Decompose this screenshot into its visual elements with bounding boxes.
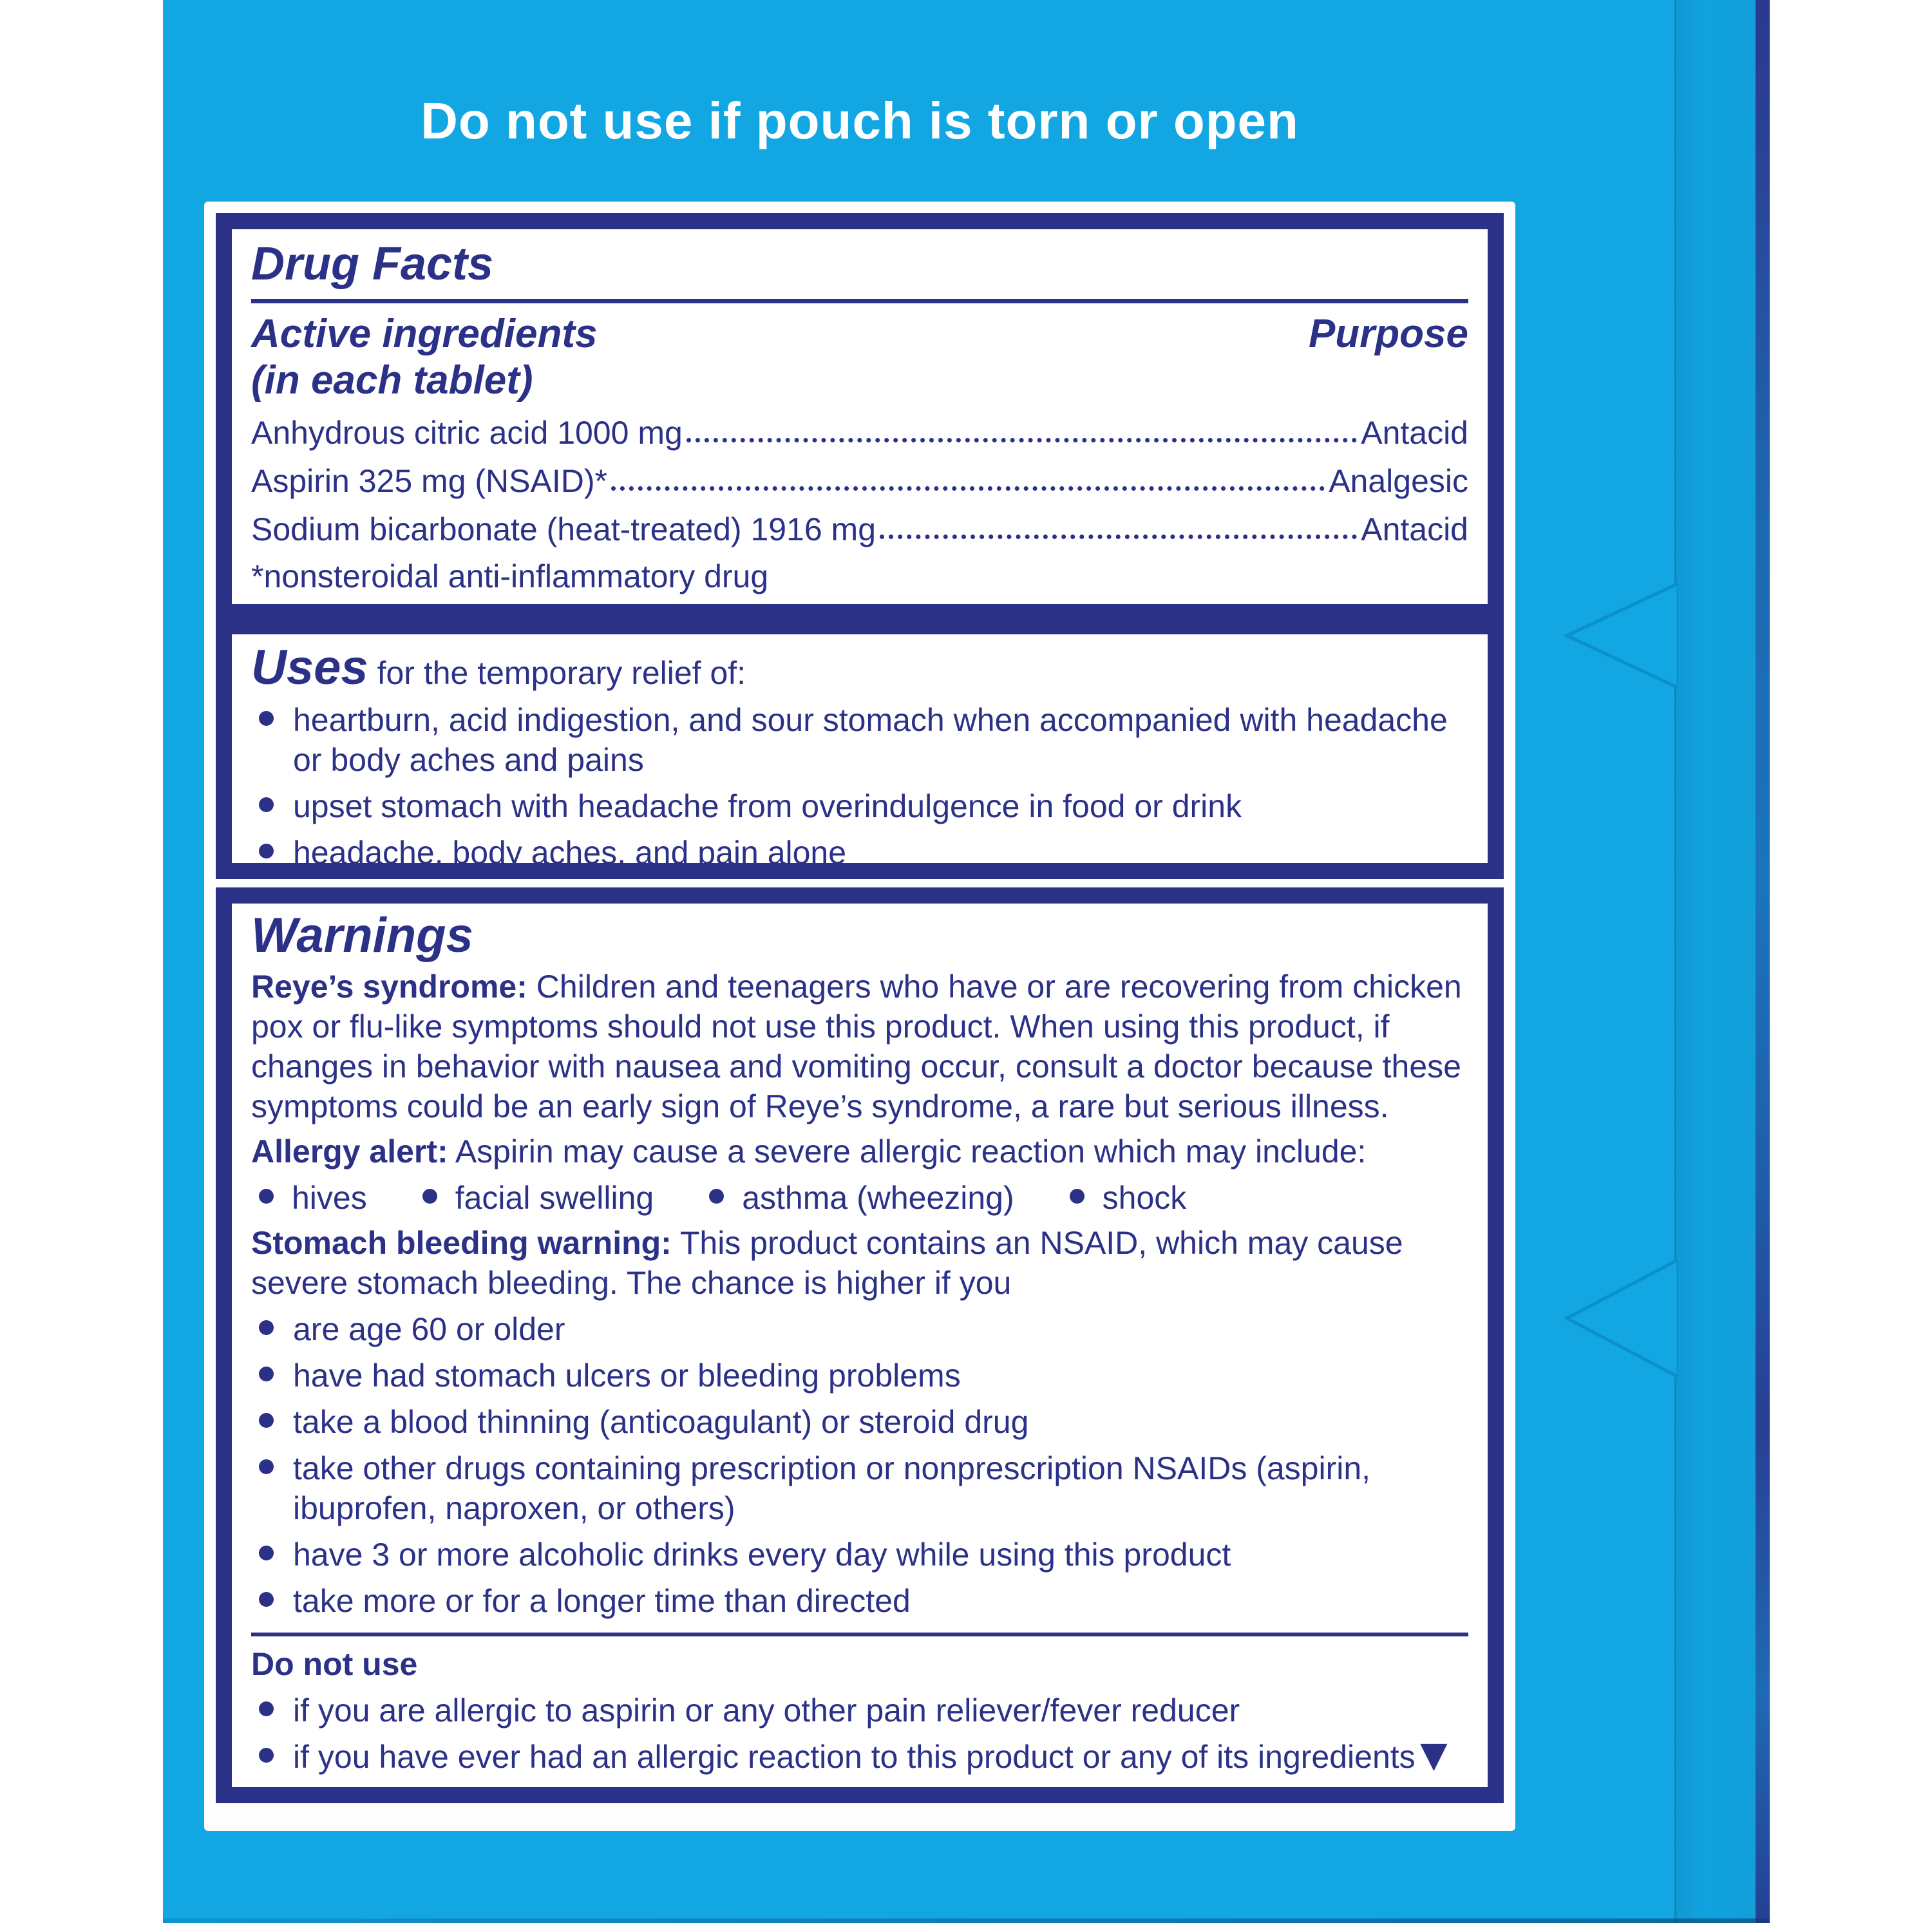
reyes-syndrome-label: Reye’s syndrome: (251, 969, 527, 1005)
list-item: asthma (wheezing) (701, 1178, 1014, 1218)
ingredient-name: Sodium bicarbonate (heat-treated) 1916 mg (251, 511, 876, 547)
list-item: if you are allergic to aspirin or any other pain reliever/fever reducer (251, 1690, 1468, 1730)
allergy-alert-paragraph: Allergy alert: Aspirin may cause a severe allergic reaction which may include: (251, 1133, 1367, 1170)
uses-heading: Uses (251, 640, 368, 695)
list-item: have had stomach ulcers or bleeding problems (251, 1356, 1468, 1396)
continue-arrow-icon: ▼ (1410, 1729, 1457, 1781)
bullet-icon (259, 844, 274, 858)
dotted-leader (880, 535, 1357, 539)
dotted-leader (687, 438, 1357, 442)
pouch-warning-text: Do not use if pouch is torn or open (421, 92, 1299, 149)
pouch-package (163, 0, 1770, 1923)
ingredient-purpose: Analgesic (1329, 463, 1468, 499)
bullet-icon (1070, 1189, 1084, 1204)
purpose-heading: Purpose (1308, 312, 1468, 356)
ingredient-row (251, 462, 1468, 500)
ingredient-name: Anhydrous citric acid 1000 mg (251, 415, 683, 451)
bullet-icon (259, 1546, 274, 1560)
stomach-bleeding-label: Stomach bleeding warning: (251, 1225, 672, 1261)
bullet-icon (259, 1413, 274, 1428)
bullet-icon (259, 1189, 274, 1204)
bullet-icon (422, 1189, 437, 1204)
list-item: take a blood thinning (anticoagulant) or steroid drug (251, 1402, 1468, 1442)
list-item: take more or for a longer time than directed (251, 1581, 1468, 1621)
list-item: shock (1062, 1178, 1187, 1218)
divider (251, 1633, 1468, 1636)
bullet-icon (259, 711, 274, 726)
active-ingredients-heading: Active ingredients (in each tablet) (251, 312, 598, 402)
do-not-use-heading: Do not use (251, 1646, 418, 1682)
stomach-bleeding-paragraph: Stomach bleeding warning: This product contains an NSAID, which may cause severe stomach bleeding. The chance is higher if you (251, 1225, 1403, 1301)
reyes-syndrome-paragraph: Reye’s syndrome: Children and teenagers who have or are recovering from chicken pox or flu-like symptoms should not use this product. When using this product, if changes in behavior with nausea and vomiting occur, consult a doctor because these symptoms could be an early sign of Reye’s syndrome, a rare but serious illness. (251, 969, 1462, 1124)
list-item: facial swelling (415, 1178, 654, 1218)
list-item: upset stomach with headache from overindulgence in food or drink (251, 786, 1468, 826)
warnings-box (216, 887, 1504, 1803)
allergy-alert-label: Allergy alert: (251, 1133, 448, 1170)
list-item: take other drugs containing prescription or nonprescription NSAIDs (aspirin, ibuprofen, naproxen, or others) (251, 1448, 1468, 1528)
bullet-icon (259, 1367, 274, 1381)
ingredient-row (251, 413, 1468, 452)
package-fold (1674, 0, 1756, 1923)
bullet-icon (259, 1748, 274, 1763)
divider (251, 299, 1468, 303)
ingredient-purpose: Antacid (1361, 415, 1468, 451)
nsaid-footnote: *nonsteroidal anti-inflammatory drug (251, 558, 769, 594)
bullet-icon (259, 1701, 274, 1716)
ingredient-name: Aspirin 325 mg (NSAID)* (251, 463, 607, 499)
drug-facts-title: Drug Facts (251, 238, 494, 290)
bullet-icon (259, 1459, 274, 1474)
dotted-leader (611, 486, 1325, 491)
list-item: have 3 or more alcoholic drinks every day while using this product (251, 1535, 1468, 1575)
warnings-heading: Warnings (251, 908, 473, 963)
bullet-icon (259, 797, 274, 812)
uses-intro: for the temporary relief of: (377, 655, 746, 691)
list-item: if you have ever had an allergic reaction to this product or any of its ingredients (251, 1737, 1468, 1777)
die-cut-notch-top-icon (1562, 581, 1678, 690)
drug-facts-box (216, 213, 1504, 620)
list-item: headache, body aches, and pain alone (251, 833, 1468, 873)
bullet-icon (259, 1592, 274, 1607)
active-ingredients-header (251, 311, 1468, 404)
uses-box (216, 618, 1504, 879)
bullet-icon (259, 1320, 274, 1335)
uses-header (251, 642, 1468, 694)
list-item: are age 60 or older (251, 1309, 1468, 1349)
die-cut-notch-bottom-icon (1562, 1257, 1678, 1379)
list-item: heartburn, acid indigestion, and sour stomach when accompanied with headache or body aches and pains (251, 700, 1468, 780)
allergy-symptoms-row (251, 1178, 1468, 1218)
ingredient-row (251, 510, 1468, 549)
drug-facts-label (204, 202, 1515, 1831)
ingredient-purpose: Antacid (1361, 511, 1468, 547)
package-right-edge (1756, 0, 1770, 1923)
package-bottom-edge (163, 1918, 1770, 1923)
bullet-icon (709, 1189, 724, 1204)
list-item: hives (251, 1178, 367, 1218)
